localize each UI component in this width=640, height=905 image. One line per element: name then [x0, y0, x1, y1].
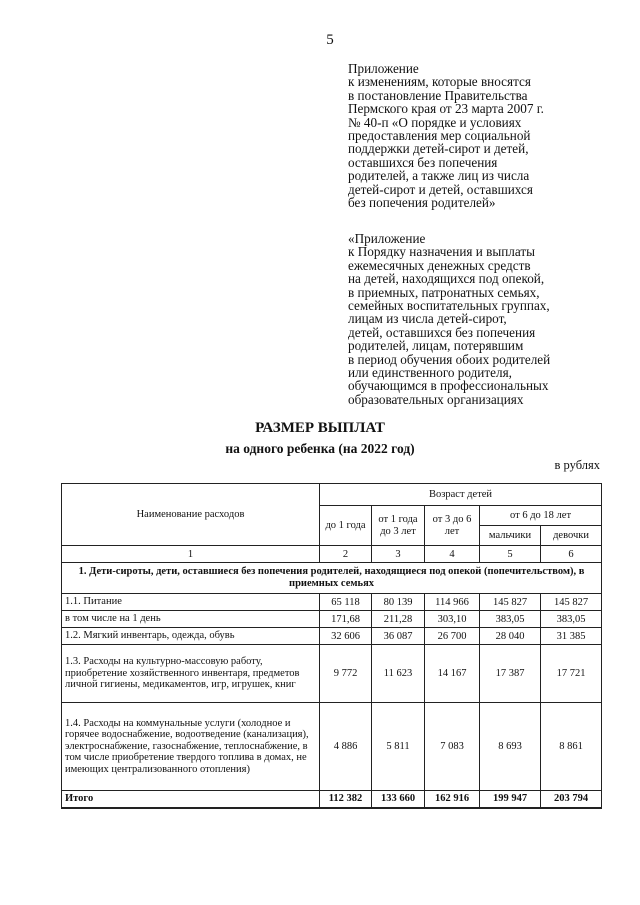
- amount-cell: 36 087: [372, 628, 425, 645]
- amount-cell: 133 660: [372, 791, 425, 808]
- section-title: 1. Дети-сироты, дети, оставшиеся без попечения родителей, находящиеся под опекой (попечительством), в приемных семьях: [62, 563, 602, 594]
- amount-cell: 162 916: [425, 791, 480, 808]
- appendix-order-line: в период обучения обоих родителей: [348, 351, 551, 367]
- appendix-order-line: семейных воспитательных группах,: [348, 298, 550, 314]
- appendix-main-line: без попечения родителей»: [348, 195, 496, 211]
- appendix-order-block: [348, 232, 608, 406]
- appendix-main-line: в постановление Правительства: [348, 87, 528, 103]
- appendix-main-line: предоставления мер социальной: [348, 128, 531, 144]
- column-number: 6: [541, 546, 602, 563]
- column-number: 1: [62, 546, 320, 563]
- amount-cell: 114 966: [425, 594, 480, 611]
- table-row: [62, 703, 602, 791]
- total-row: [62, 791, 602, 808]
- appendix-order-line: обучающимся в профессиональных: [348, 378, 549, 394]
- table-row: [62, 594, 602, 611]
- appendix-order-line: родителей, лицам, потерявшим: [348, 338, 524, 354]
- data-rows: [62, 594, 602, 808]
- column-number: 5: [480, 546, 541, 563]
- header-boys: мальчики: [480, 526, 541, 546]
- appendix-order-line: или единственного родителя,: [348, 365, 512, 381]
- appendix-order-line: на детей, находящихся под опекой,: [348, 271, 545, 287]
- appendix-order-line: «Приложение: [348, 231, 426, 246]
- expense-name: Итого: [62, 791, 320, 808]
- column-number-row: [62, 546, 602, 563]
- amount-cell: 26 700: [425, 628, 480, 645]
- appendix-order-line: образовательных организациях: [348, 391, 524, 407]
- header-age-6-18: от 6 до 18 лет: [480, 506, 602, 526]
- amount-cell: 171,68: [320, 611, 372, 628]
- amount-cell: 203 794: [541, 791, 602, 808]
- amount-cell: 8 693: [480, 703, 541, 791]
- amount-cell: 17 721: [541, 645, 602, 703]
- appendix-main-block: [348, 62, 608, 209]
- column-number: 3: [372, 546, 425, 563]
- expense-name: 1.2. Мягкий инвентарь, одежда, обувь: [62, 628, 320, 645]
- expense-name: в том числе на 1 день: [62, 611, 320, 628]
- header-age-1-3: от 1 года до 3 лет: [372, 506, 425, 546]
- appendix-main-line: родителей, а также лиц из числа: [348, 168, 530, 184]
- column-number: 4: [425, 546, 480, 563]
- appendix-main-line: Приложение: [348, 61, 419, 76]
- header-age: Возраст детей: [320, 484, 602, 506]
- amount-cell: 303,10: [425, 611, 480, 628]
- amount-cell: 11 623: [372, 645, 425, 703]
- amount-cell: 9 772: [320, 645, 372, 703]
- appendix-main-line: оставшихся без попечения: [348, 154, 498, 170]
- amount-cell: 7 083: [425, 703, 480, 791]
- document-subtitle: на одного ребенка (на 2022 год): [225, 441, 415, 456]
- column-number: 2: [320, 546, 372, 563]
- amount-cell: 145 827: [480, 594, 541, 611]
- amount-cell: 199 947: [480, 791, 541, 808]
- amount-cell: 4 886: [320, 703, 372, 791]
- amount-cell: 14 167: [425, 645, 480, 703]
- amount-cell: 80 139: [372, 594, 425, 611]
- table-row: [62, 611, 602, 628]
- amount-cell: 31 385: [541, 628, 602, 645]
- amount-cell: 211,28: [372, 611, 425, 628]
- section-row: [62, 563, 602, 594]
- appendix-order-line: лицам из числа детей-сирот,: [348, 311, 507, 327]
- header-age-under-1: до 1 года: [320, 506, 372, 546]
- amount-cell: 65 118: [320, 594, 372, 611]
- header-age-3-6: от 3 до 6 лет: [425, 506, 480, 546]
- expense-name: 1.4. Расходы на коммунальные услуги (холодное и горячее водоснабжение, водоотведение (канализация), электроснабжение, газоснабжение, теплоснабжение, в том числе приобретение твердого топлива в домах, не имеющих централизованного отопления): [62, 703, 320, 791]
- amount-cell: 5 811: [372, 703, 425, 791]
- amount-cell: 383,05: [541, 611, 602, 628]
- appendix-order-line: к Порядку назначения и выплаты: [348, 244, 535, 260]
- units-note: в рублях: [554, 458, 600, 472]
- appendix-order-line: детей, оставшихся без попечения: [348, 324, 536, 340]
- appendix-main-line: Пермского края от 23 марта 2007 г.: [348, 101, 544, 117]
- document-title: РАЗМЕР ВЫПЛАТ: [255, 420, 385, 436]
- appendix-order-line: в приемных, патронатных семьях,: [348, 284, 540, 300]
- header-expense-name: Наименование расходов: [62, 484, 320, 546]
- amount-cell: 112 382: [320, 791, 372, 808]
- amount-cell: 8 861: [541, 703, 602, 791]
- appendix-main-line: № 40-п «О порядке и условиях: [348, 114, 522, 130]
- amount-cell: 145 827: [541, 594, 602, 611]
- appendix-order-line: ежемесячных денежных средств: [348, 257, 531, 273]
- appendix-main-line: детей-сирот и детей, оставшихся: [348, 181, 533, 197]
- amount-cell: 17 387: [480, 645, 541, 703]
- page-number: 5: [326, 32, 334, 48]
- table-row: [62, 645, 602, 703]
- appendix-main-line: поддержки детей-сирот и детей,: [348, 141, 529, 157]
- amount-cell: 383,05: [480, 611, 541, 628]
- table-row: [62, 628, 602, 645]
- expense-name: 1.3. Расходы на культурно-массовую работу, приобретение хозяйственного инвентаря, предметов личной гигиены, медикаментов, игр, игрушек, книг: [62, 645, 320, 703]
- amount-cell: 28 040: [480, 628, 541, 645]
- header-girls: девочки: [541, 526, 602, 546]
- expense-name: 1.1. Питание: [62, 594, 320, 611]
- amount-cell: 32 606: [320, 628, 372, 645]
- appendix-main-line: к изменениям, которые вносятся: [348, 74, 531, 90]
- payments-table: [61, 483, 602, 809]
